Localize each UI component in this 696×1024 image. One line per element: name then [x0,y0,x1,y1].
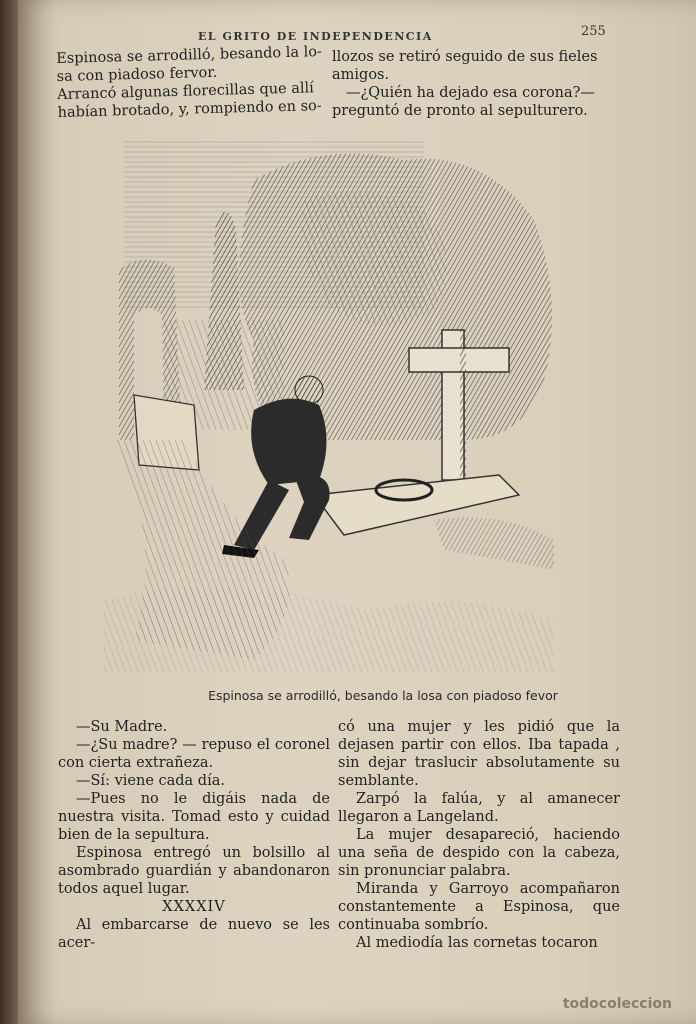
top-left-column [56,43,330,122]
text-line: Espinosa se arrodilló, besando la lo- [56,44,323,67]
paragraph: —¿Su madre? — repuso el coronel con cierta extrañeza. [58,737,330,771]
bottom-right-column [338,718,620,952]
paragraph: Espinosa entregó un bolsillo al asombrado guardián y abandonaron todos aquel lugar. [58,845,330,897]
paragraph: Al embarcarse de nuevo se les acer- [58,917,330,951]
paragraph: —Su Madre. [76,719,168,735]
paragraph: Zarpó la falúa, y al amanecer llegaron a Langeland. [338,791,620,825]
running-title: EL GRITO DE INDEPENDENCIA [198,30,433,43]
paragraph: Miranda y Garroyo acompañaron constantemente a Espinosa, que continuaba sombrío. [338,881,620,933]
text-line: Arrancó algunas florecillas que allí [56,80,315,103]
book-page [18,0,696,1024]
page-number: 255 [581,24,606,39]
text-line: habían brotado, y, rompiendo en so- [57,98,322,121]
text-line: llozos se retiró seguido de sus fieles [332,49,598,65]
figure-caption: Espinosa se arrodilló, besando la losa con piadoso fevor [208,688,558,703]
bottom-left-column [58,718,330,952]
watermark-logo: todocoleccion [562,996,672,1012]
text-line: preguntó de pronto al sepulturero. [332,103,588,119]
paragraph: —Sí: viene cada día. [76,773,225,789]
man-coat [251,399,326,485]
text-line: sa con piadoso fervor. [56,64,218,85]
paragraph: có una mujer y les pidió que la dejasen partir con ellos. Iba tapada , sin dejar traslucir absolutamente su semblante. [338,719,620,789]
paragraph: Al mediodía las cornetas tocaron [356,935,598,951]
text-line: —¿Quién ha dejado esa corona?— [346,85,595,101]
top-right-column [332,48,612,120]
chapter-heading: XXXXIV [162,899,226,915]
text-line: amigos. [332,67,390,83]
paragraph: La mujer desapareció, haciendo una seña de despido con la cabeza, sin pronunciar palabra. [338,827,620,879]
paragraph: —Pues no le digáis nada de nuestra visita. Tomad esto y cuidad bien de la sepultura. [58,791,330,843]
engraving-illustration [104,140,558,672]
